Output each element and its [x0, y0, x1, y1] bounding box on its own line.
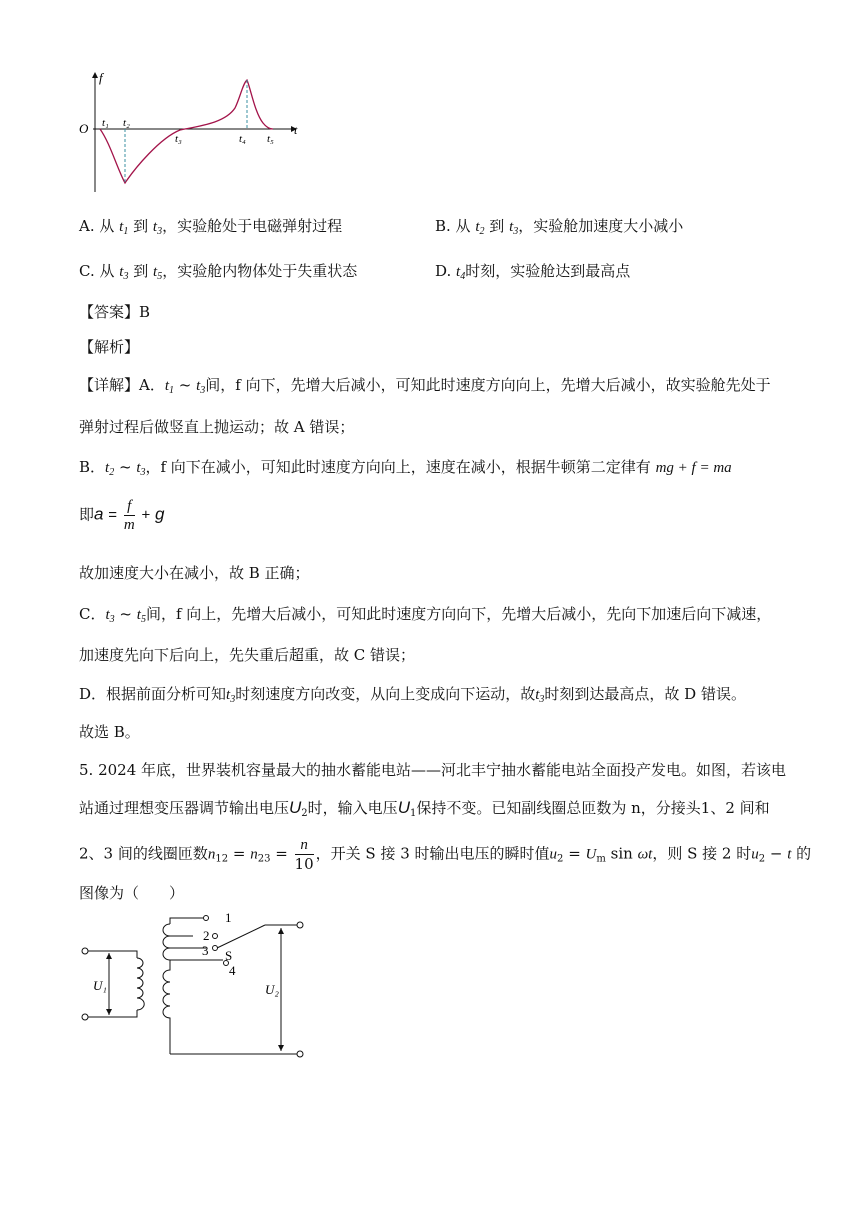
secondary-wire-top — [170, 918, 203, 924]
tap4-label: 4 — [229, 963, 236, 978]
switch-label: S — [225, 948, 233, 963]
switch-blade[interactable] — [217, 925, 265, 948]
input-terminal-bottom — [82, 1014, 88, 1020]
detail-b-line1: B．$t_2$ ~ $t_3$，f 向下在减小，可知此时速度方向向上，速度在减小，根据牛顿第二定律有 mg + f = ma — [79, 458, 732, 478]
t3-label: t₃ — [175, 133, 182, 145]
f-label: f — [99, 70, 103, 85]
tap3-terminal — [213, 946, 218, 951]
t4-label: t₄ — [239, 133, 246, 145]
primary-coil — [137, 958, 144, 1010]
formula-a: 即a = $\frac{f}{m}$ + g — [79, 498, 165, 533]
origin-label: O — [79, 121, 89, 136]
u2-label: U₂ — [265, 982, 279, 997]
option-c: C. 从 $t_3$ 到 $t_5$，实验舱内物体处于失重状态 — [79, 262, 358, 282]
q5-line3: 2、3 间的线圈匝数$n_{12} = n_{23}$ = $\frac{n}{10}$ ，开关 S 接 3 时输出电压的瞬时值$u_2 = U_m$ sin ωt，则 S 接 2 时$u_2 - t$ 的 — [79, 837, 812, 873]
q5-line4: 图像为（ ） — [79, 884, 185, 902]
option-d: D. $t_4$时刻，实验舱达到最高点 — [435, 262, 631, 282]
transformer-circuit — [75, 908, 315, 1068]
u2-arrow-down-icon — [278, 1045, 284, 1051]
f-axis-arrow-icon — [92, 72, 98, 78]
secondary-coil — [163, 924, 170, 1054]
primary-wire-top — [88, 951, 137, 958]
input-terminal-top — [82, 948, 88, 954]
tap2-label: 2 — [203, 928, 210, 943]
detail-a-line1: 【详解】A．$t_1$ ~ $t_3$间，f 向下，先增大后减小，可知此时速度方向向上，先增大后减小，故实验舱先处于 — [79, 376, 771, 396]
detail-d-line: D．根据前面分析可知$t_3$时刻速度方向改变，从向上变成向下运动，故$t_3$时刻到达最高点，故 D 错误。 — [79, 685, 746, 705]
u2-arrow-up-icon — [278, 928, 284, 934]
t2-label: t₂ — [123, 117, 130, 129]
analysis-heading: 【解析】 — [79, 338, 140, 356]
force-time-graph — [75, 68, 305, 198]
detail-b-line3: 故加速度大小在减小，故 B 正确； — [79, 564, 310, 582]
t5-label: t₅ — [267, 133, 274, 145]
u1-arrow-up-icon — [106, 953, 112, 959]
tap2-terminal — [213, 934, 218, 939]
detail-a-line2: 弹射过程后做竖直上抛运动；故 A 错误； — [79, 418, 355, 436]
tap1-terminal — [204, 916, 209, 921]
option-b: B. 从 $t_2$ 到 $t_3$，实验舱加速度大小减小 — [435, 217, 684, 237]
t-label: t — [294, 123, 298, 137]
q5-line2: 站通过理想变压器调节输出电压$U_2$时，输入电压$U_1$保持不变。已知副线圈总匝数为 n，分接头1、2 间和 — [79, 798, 770, 819]
output-terminal-top — [297, 922, 303, 928]
output-terminal-bottom — [297, 1051, 303, 1057]
tap3-label: 3 — [202, 943, 209, 958]
primary-wire-bottom — [88, 1010, 137, 1017]
detail-c-line2: 加速度先向下后向上，先失重后超重，故 C 错误； — [79, 646, 416, 664]
detail-c-line1: C．$t_3$ ~ $t_5$间，f 向上，先增大后减小，可知此时速度方向向下，先增大后减小，先向下加速后向下减速， — [79, 605, 772, 625]
option-a: A. 从 $t_1$ 到 $t_3$，实验舱处于电磁弹射过程 — [79, 217, 343, 237]
u1-arrow-down-icon — [106, 1009, 112, 1015]
choose-line: 故选 B。 — [79, 723, 140, 741]
q5-line1: 5. 2024 年底，世界装机容量最大的抽水蓄能电站——河北丰宁抽水蓄能电站全面投产发电。如图，若该电 — [79, 761, 787, 779]
answer: 【答案】B — [79, 303, 151, 321]
u1-label: U₁ — [93, 978, 107, 993]
tap1-label: 1 — [225, 910, 232, 925]
t1-label: t₁ — [102, 117, 109, 129]
